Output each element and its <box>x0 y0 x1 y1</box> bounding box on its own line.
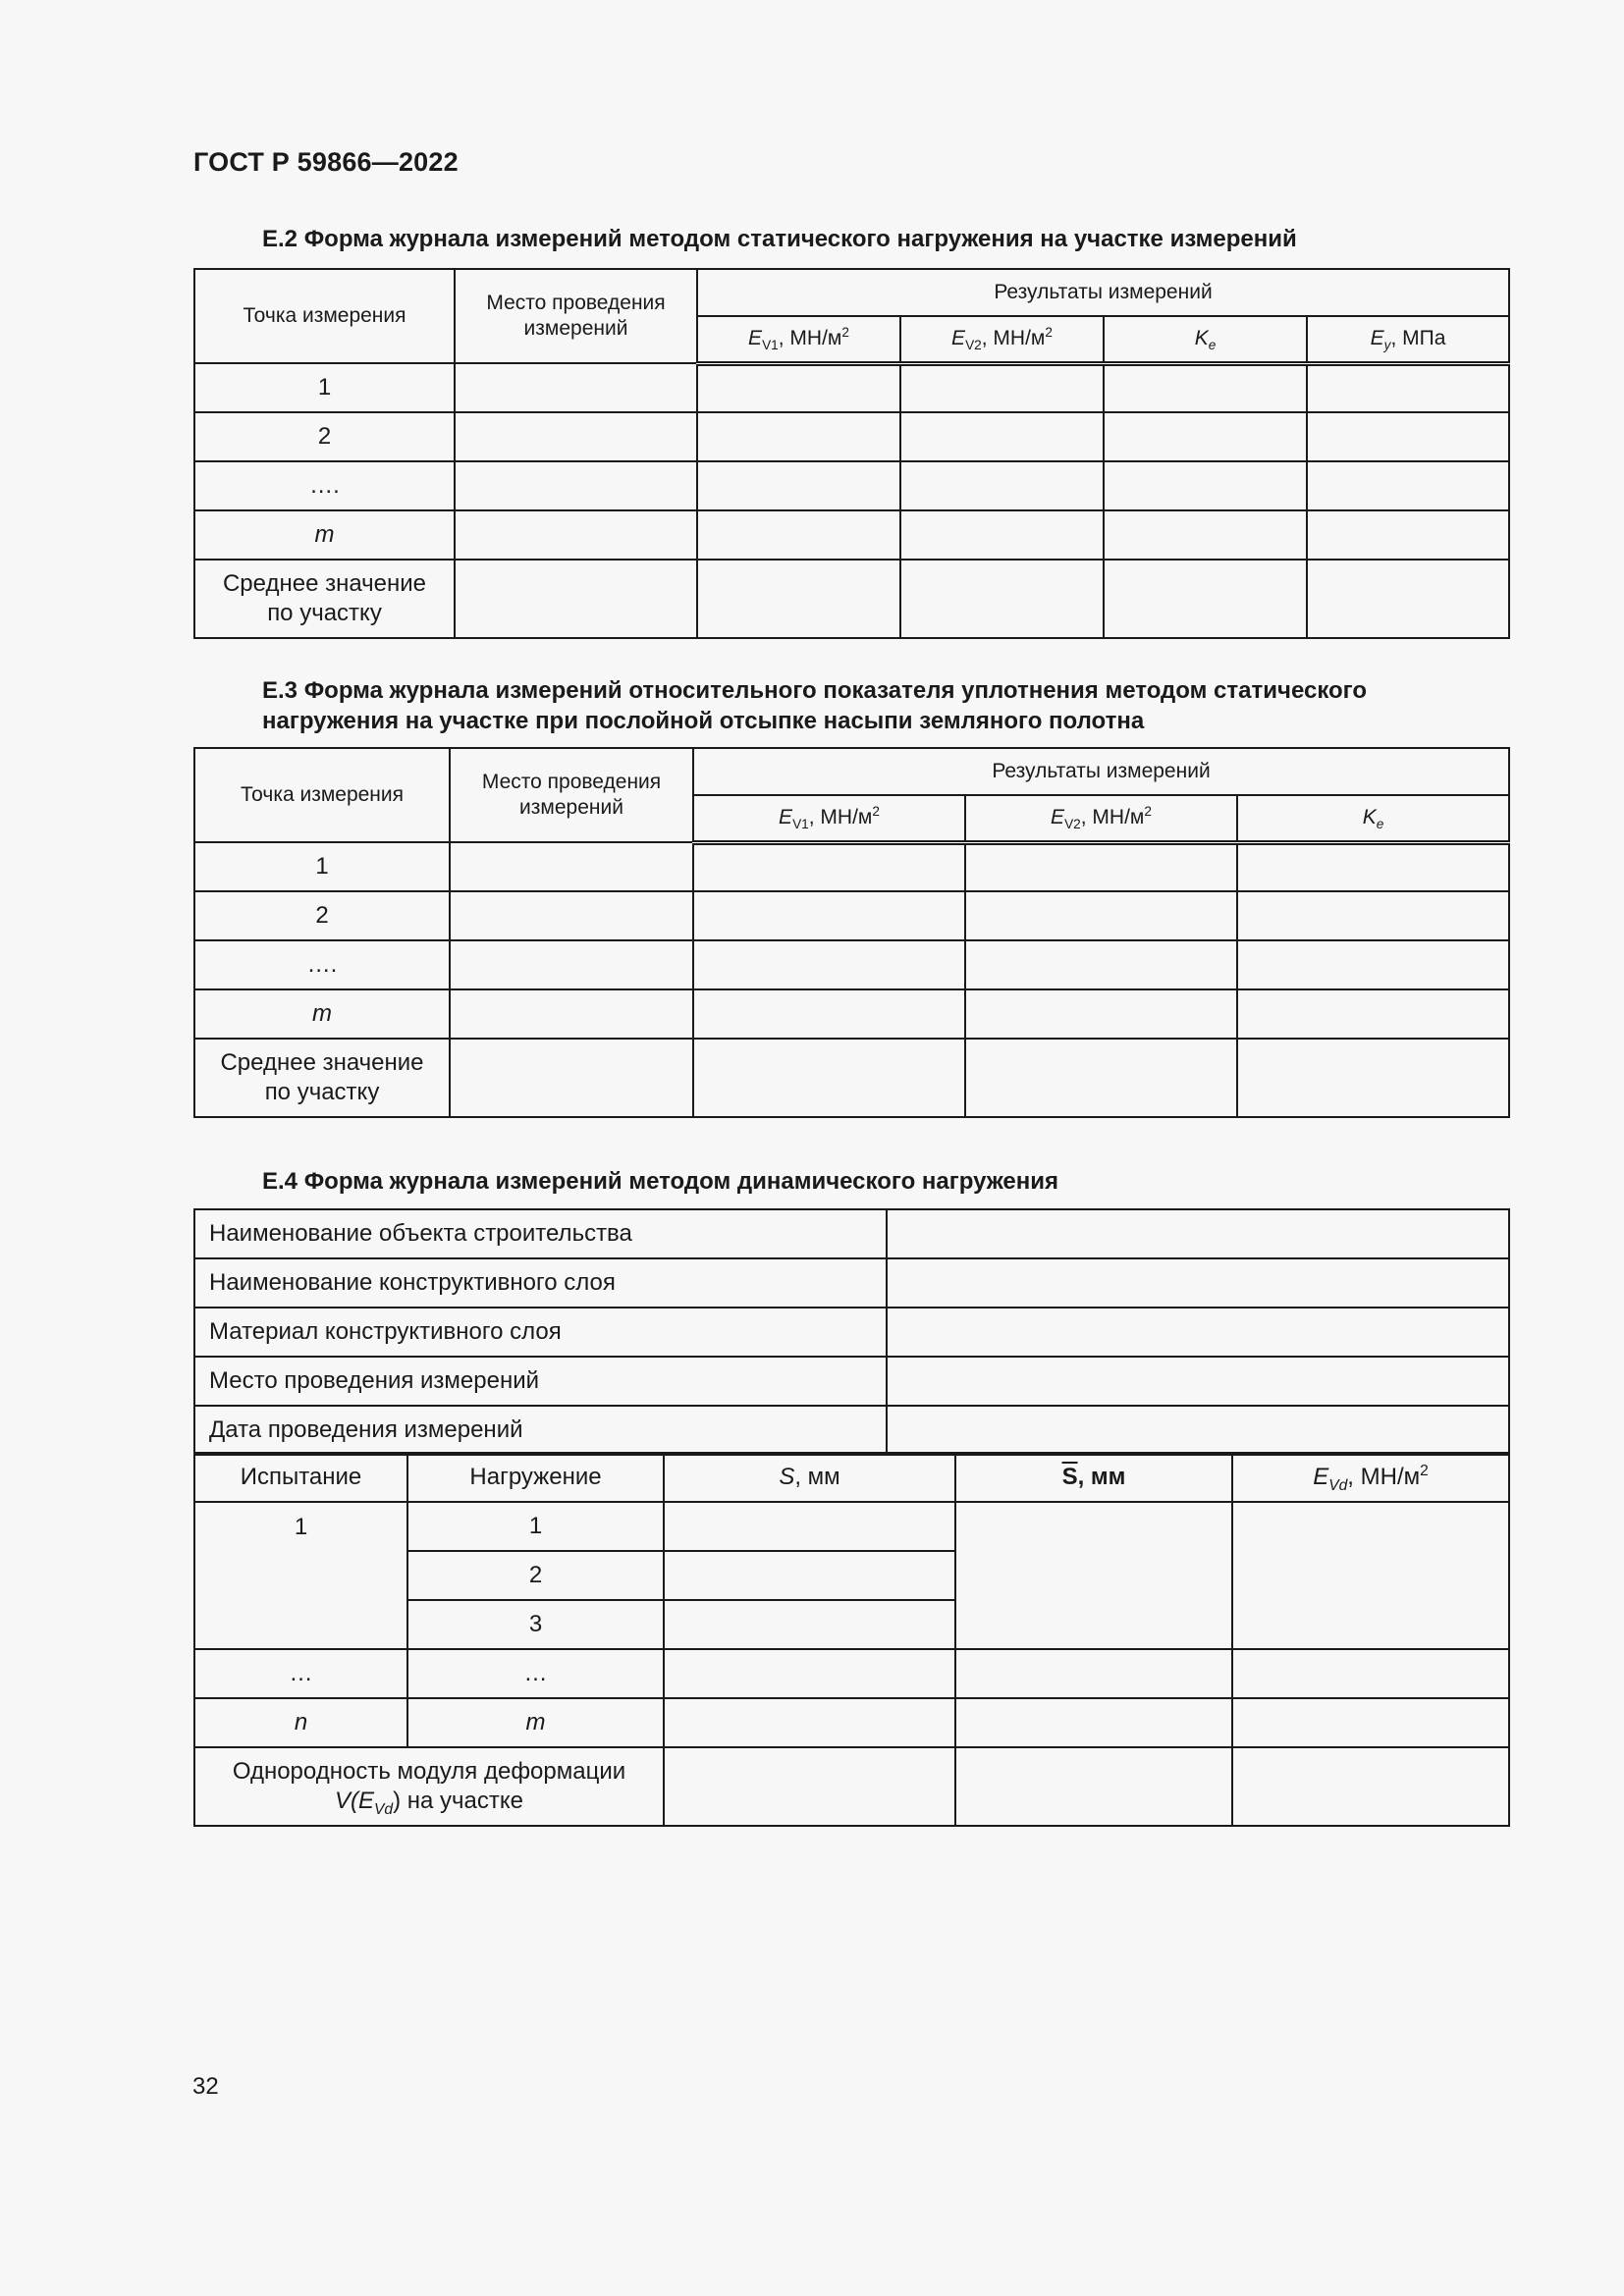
data-cell[interactable] <box>1307 560 1509 638</box>
table-e2 <box>193 268 1510 639</box>
info-label: Место проведения измерений <box>194 1357 887 1406</box>
document-code: ГОСТ Р 59866—2022 <box>193 147 459 177</box>
header-evd: $E_{Vd}$, $МН/м^2$ <box>1232 1453 1509 1502</box>
data-cell[interactable] <box>693 891 965 940</box>
table-row <box>194 1649 1509 1698</box>
load-number: … <box>407 1649 664 1698</box>
info-value-cell[interactable] <box>887 1406 1509 1455</box>
data-cell[interactable] <box>450 891 693 940</box>
data-cell[interactable] <box>664 1747 955 1826</box>
row-label: 1 <box>194 842 450 891</box>
load-number: 1 <box>407 1502 664 1551</box>
average-label: Среднее значение по участку <box>194 1039 450 1117</box>
header-place: Место проведения измерений <box>455 269 697 363</box>
data-cell[interactable] <box>455 461 697 510</box>
data-cell[interactable] <box>455 363 697 412</box>
row-label: 1 <box>194 363 455 412</box>
data-cell[interactable] <box>1104 363 1307 412</box>
table-row <box>194 989 1509 1039</box>
table-row-average <box>194 1039 1509 1117</box>
data-cell[interactable] <box>1104 412 1307 461</box>
data-cell[interactable] <box>965 989 1237 1039</box>
data-cell[interactable] <box>1104 560 1307 638</box>
table-row <box>194 1209 1509 1258</box>
data-cell[interactable] <box>965 842 1237 891</box>
table-row <box>194 1258 1509 1308</box>
data-cell[interactable] <box>900 560 1104 638</box>
table-row <box>194 461 1509 510</box>
info-label: Наименование конструктивного слоя <box>194 1258 887 1308</box>
data-cell[interactable] <box>455 560 697 638</box>
data-cell[interactable] <box>664 1600 955 1649</box>
data-cell[interactable] <box>450 1039 693 1117</box>
data-cell[interactable] <box>965 891 1237 940</box>
data-cell[interactable] <box>1232 1649 1509 1698</box>
section-e2-title: Е.2 Форма журнала измерений методом статического нагружения на участке измерений <box>262 226 1297 252</box>
data-cell[interactable] <box>455 510 697 560</box>
table-e4-tests <box>193 1452 1510 1827</box>
header-point: Точка измерения <box>194 269 455 363</box>
table-row-average <box>194 560 1509 638</box>
data-cell[interactable] <box>955 1698 1232 1747</box>
data-cell[interactable] <box>1307 412 1509 461</box>
data-cell[interactable] <box>1237 989 1509 1039</box>
table-row <box>194 510 1509 560</box>
info-label: Дата проведения измерений <box>194 1406 887 1455</box>
data-cell[interactable] <box>965 1039 1237 1117</box>
header-s: S, мм <box>664 1453 955 1502</box>
data-cell[interactable] <box>900 510 1104 560</box>
data-cell[interactable] <box>955 1649 1232 1698</box>
data-cell[interactable] <box>697 412 900 461</box>
header-ey: $E_y$, МПа <box>1307 316 1509 363</box>
row-label: …. <box>194 461 455 510</box>
row-label: 2 <box>194 412 455 461</box>
row-label: m <box>194 510 455 560</box>
header-ke: $K_e$ <box>1237 795 1509 842</box>
info-value-cell[interactable] <box>887 1308 1509 1357</box>
data-cell[interactable] <box>450 940 693 989</box>
table-row <box>194 1698 1509 1747</box>
data-cell[interactable] <box>965 940 1237 989</box>
header-ev2: $E_{V2}$, $МН/м^2$ <box>965 795 1237 842</box>
uniformity-label: Однородность модуля деформации $V(E_{Vd})$ на участке <box>194 1747 664 1826</box>
row-label: …. <box>194 940 450 989</box>
table-row <box>194 1406 1509 1455</box>
table-row <box>194 1502 1509 1551</box>
table-header-row <box>194 1453 1509 1502</box>
average-label: Среднее значение по участку <box>194 560 455 638</box>
table-row <box>194 940 1509 989</box>
data-cell[interactable] <box>693 842 965 891</box>
section-e3-title: Е.3 Форма журнала измерений относительного показателя уплотнения методом статического нагружения на участке при послойной отсыпке насыпи земляного полотна <box>262 677 1368 734</box>
data-cell[interactable] <box>664 1698 955 1747</box>
header-results: Результаты измерений <box>693 748 1509 795</box>
data-cell[interactable] <box>693 940 965 989</box>
info-value-cell[interactable] <box>887 1357 1509 1406</box>
info-value-cell[interactable] <box>887 1209 1509 1258</box>
data-cell[interactable] <box>900 363 1104 412</box>
page-number: 32 <box>192 2073 219 2100</box>
data-cell[interactable] <box>1307 363 1509 412</box>
data-cell[interactable] <box>1232 1698 1509 1747</box>
data-cell[interactable] <box>1307 510 1509 560</box>
table-row <box>194 1357 1509 1406</box>
table-row <box>194 412 1509 461</box>
row-label: m <box>194 989 450 1039</box>
data-cell[interactable] <box>450 989 693 1039</box>
table-row <box>194 891 1509 940</box>
data-cell[interactable] <box>664 1551 955 1600</box>
test-number: … <box>194 1649 407 1698</box>
load-number: 2 <box>407 1551 664 1600</box>
header-point: Точка измерения <box>194 748 450 842</box>
header-ev1: $E_{V1}$, $МН/м^2$ <box>697 316 900 363</box>
data-cell[interactable] <box>450 842 693 891</box>
data-cell[interactable] <box>1237 842 1509 891</box>
header-s-mean: $\overline{S}$, мм <box>955 1453 1232 1502</box>
header-place: Место проведения измерений <box>450 748 693 842</box>
data-cell[interactable] <box>1237 1039 1509 1117</box>
data-cell[interactable] <box>955 1747 1232 1826</box>
data-cell[interactable] <box>1104 510 1307 560</box>
header-ev1: $E_{V1}$, $МН/м^2$ <box>693 795 965 842</box>
data-cell[interactable] <box>1307 461 1509 510</box>
table-e4-info <box>193 1208 1510 1456</box>
section-e4-title: Е.4 Форма журнала измерений методом динамического нагружения <box>262 1168 1059 1195</box>
table-row-uniformity <box>194 1747 1509 1826</box>
header-ev2: $E_{V2}$, $МН/м^2$ <box>900 316 1104 363</box>
data-cell[interactable] <box>693 1039 965 1117</box>
data-cell[interactable] <box>697 560 900 638</box>
load-number: 3 <box>407 1600 664 1649</box>
data-cell[interactable] <box>900 461 1104 510</box>
row-label: 2 <box>194 891 450 940</box>
table-row <box>194 1308 1509 1357</box>
info-label: Материал конструктивного слоя <box>194 1308 887 1357</box>
test-number: n <box>194 1698 407 1747</box>
data-cell[interactable] <box>697 461 900 510</box>
data-cell[interactable] <box>1237 940 1509 989</box>
header-test: Испытание <box>194 1453 407 1502</box>
data-cell[interactable] <box>693 989 965 1039</box>
data-cell[interactable] <box>664 1649 955 1698</box>
info-label: Наименование объекта строительства <box>194 1209 887 1258</box>
info-value-cell[interactable] <box>887 1258 1509 1308</box>
data-cell[interactable] <box>697 510 900 560</box>
data-cell[interactable] <box>697 363 900 412</box>
table-row <box>194 842 1509 891</box>
data-cell[interactable] <box>1232 1502 1509 1649</box>
data-cell[interactable] <box>1237 891 1509 940</box>
data-cell[interactable] <box>1104 461 1307 510</box>
header-load: Нагружение <box>407 1453 664 1502</box>
test-number: 1 <box>194 1502 407 1649</box>
data-cell[interactable] <box>900 412 1104 461</box>
header-results: Результаты измерений <box>697 269 1509 316</box>
data-cell[interactable] <box>955 1502 1232 1649</box>
load-number: m <box>407 1698 664 1747</box>
data-cell[interactable] <box>664 1502 955 1551</box>
data-cell[interactable] <box>455 412 697 461</box>
header-ke: $K_e$ <box>1104 316 1307 363</box>
data-cell[interactable] <box>1232 1747 1509 1826</box>
table-row <box>194 363 1509 412</box>
table-e3 <box>193 747 1510 1118</box>
